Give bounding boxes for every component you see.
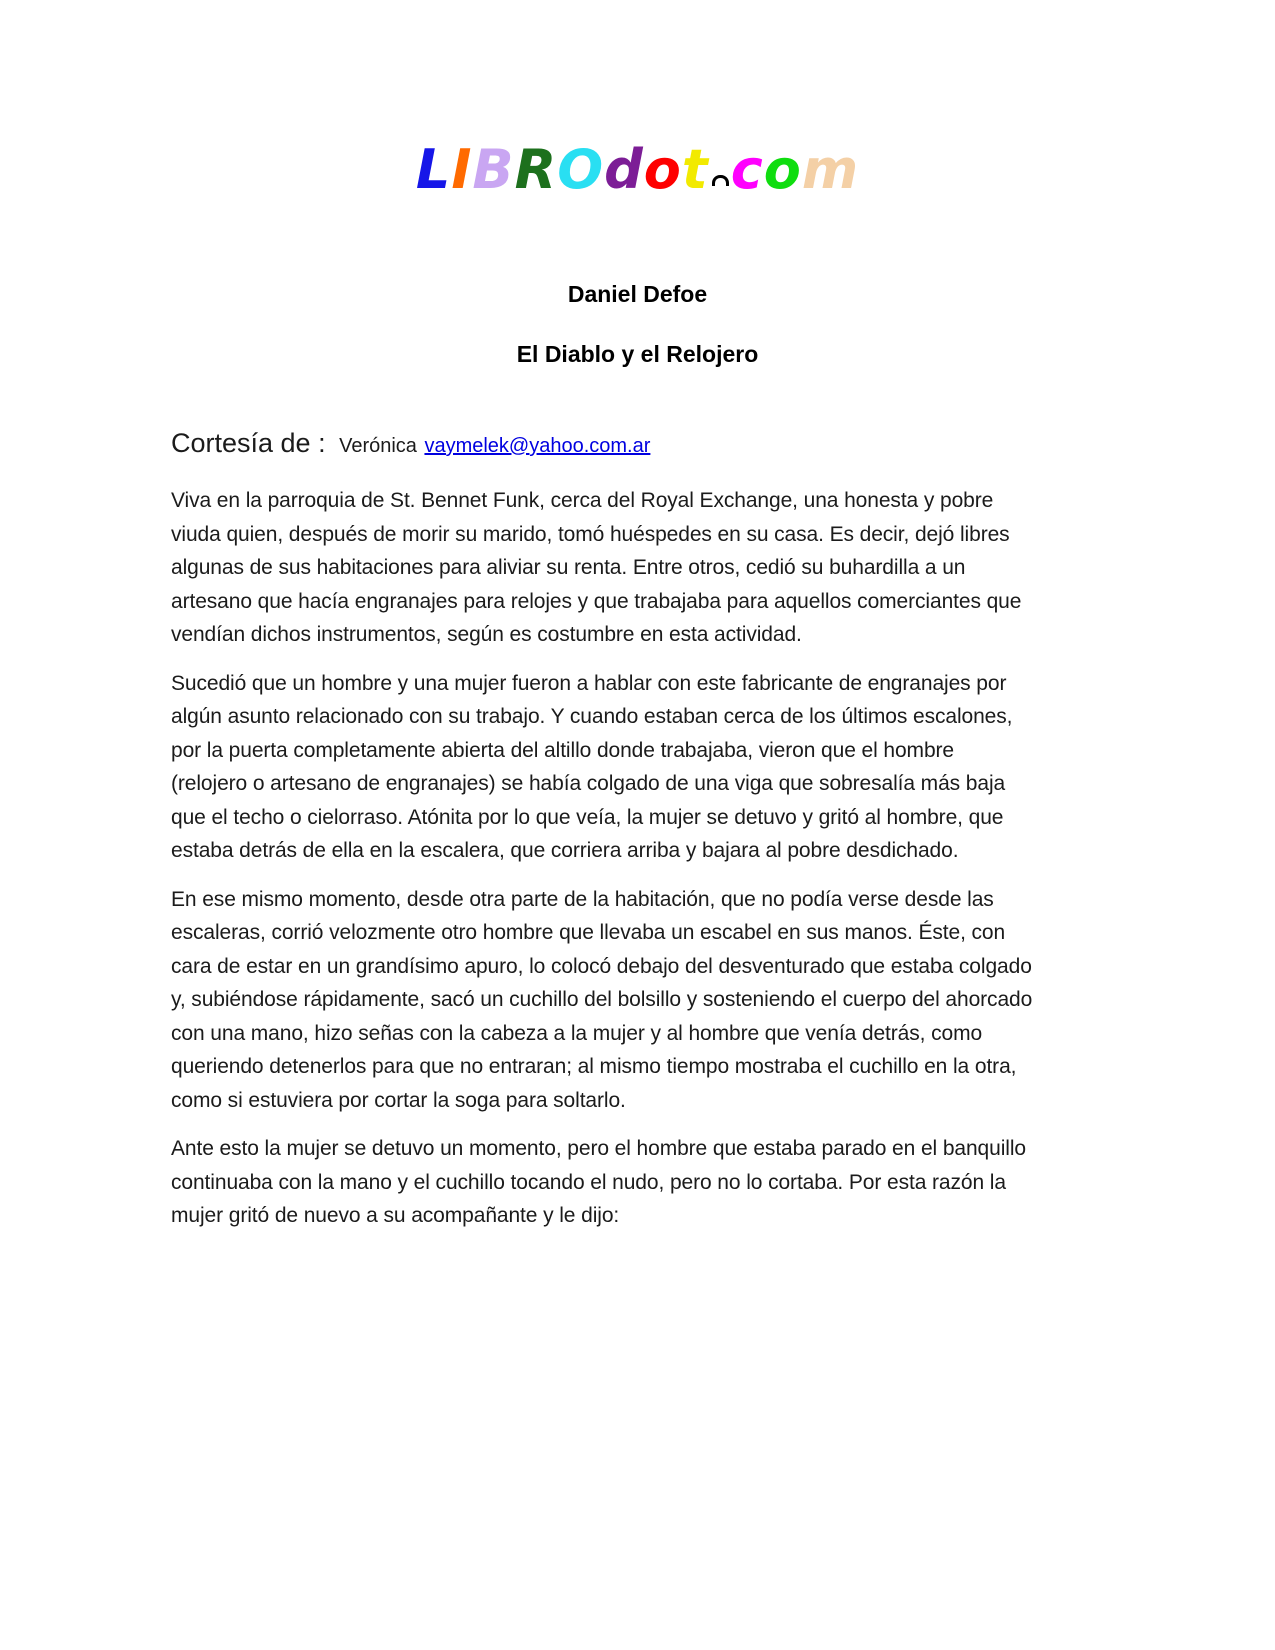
logo-letter: o <box>643 138 682 201</box>
paragraph: Sucedió que un hombre y una mujer fueron a hablar con este fabricante de engranajes por algún asunto relacionado con su trabajo. Y cuando estaban cerca de los últimos escalones, por la puerta completamente abierta del altillo donde trabajaba, vieron que el hombre (relojero o artesano de engranajes) se había colgado de una viga que sobresalía más baja que el techo o cielorraso. Atónita por lo que veía, la mujer se detuvo y gritó al hombre, que estaba detrás de ella en la escalera, que corriera arriba y bajara al pobre desdichado. <box>171 671 1013 862</box>
courtesy-line <box>171 428 650 459</box>
logo-letter: o <box>763 138 802 201</box>
logo-letter: t <box>681 138 709 201</box>
courtesy-name: Verónica <box>339 435 417 457</box>
paragraph: En ese mismo momento, desde otra parte de la habitación, que no podía verse desde las escaleras, corrió velozmente otro hombre que llevaba un escabel en sus manos. Éste, con cara de estar en un grandísimo apuro, lo colocó debajo del desventurado que estaba colgado y, subiéndose rápidamente, sacó un cuchillo del bolsillo y sosteniendo el cuerpo del ahorcado con una mano, hizo señas con la cabeza a la mujer y al hombre que venía detrás, como queriendo detenerlos para que no entraran; al mismo tiempo mostraba el cuchillo en la otra, como si estuviera por cortar la soga para soltarlo. <box>171 887 1033 1112</box>
logo-letter: R <box>514 138 558 201</box>
logo-letter: d <box>604 138 644 201</box>
courtesy-email-link[interactable]: vaymelek@yahoo.com.ar <box>424 435 651 457</box>
courtesy-label: Cortesía de : <box>171 428 326 458</box>
author-heading: Daniel Defoe <box>567 281 708 307</box>
logo-letter: O <box>557 138 605 201</box>
book-title-heading: El Diablo y el Relojero <box>516 341 759 367</box>
logo-letter: L <box>415 138 452 201</box>
logo-letter: m <box>801 138 860 201</box>
paragraph: Viva en la parroquia de St. Bennet Funk, cerca del Royal Exchange, una honesta y pobre viuda quien, después de morir su marido, tomó huéspedes en su casa. Es decir, dejó libres algunas de sus habitaciones para aliviar su renta. Entre otros, cedió su buhardilla a un artesano que hacía engranajes para relojes y que trabajaba para aquellos comerciantes que vendían dichos instrumentos, según es costumbre en esta actividad. <box>171 489 1022 646</box>
site-logo <box>0 138 1275 201</box>
logo-dot-arc-icon <box>712 175 729 186</box>
logo-letter: c <box>730 138 764 201</box>
paragraph: Ante esto la mujer se detuvo un momento, pero el hombre que estaba parado en el banquillo continuaba con la mano y el cuchillo tocando el nudo, pero no lo cortaba. Por esta razón la mujer gritó de nuevo a su acompañante y le dijo: <box>171 1137 1026 1227</box>
logo-letter: B <box>472 138 515 201</box>
logo-letter: I <box>451 138 473 201</box>
story-text <box>171 484 1033 1248</box>
